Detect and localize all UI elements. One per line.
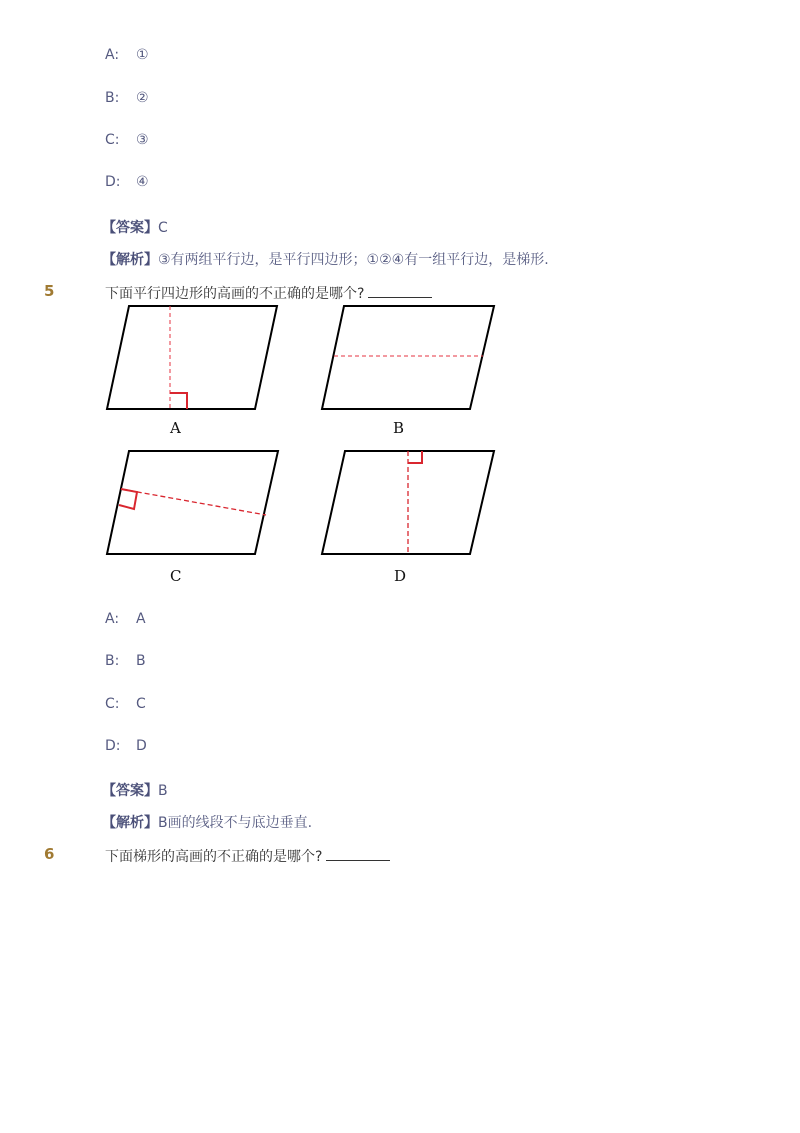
option-value: ④ bbox=[136, 174, 149, 190]
option-a bbox=[105, 47, 149, 63]
figure-label-d: D bbox=[394, 567, 407, 585]
answer-value: C bbox=[158, 220, 168, 236]
option-label: C: bbox=[105, 696, 120, 712]
question-number: 6 bbox=[44, 845, 55, 863]
figure-label-b: B bbox=[393, 419, 405, 437]
option-label: D: bbox=[105, 738, 121, 754]
explanation-text: B画的线段不与底边垂直. bbox=[158, 815, 313, 831]
option-c bbox=[105, 696, 146, 712]
option-label: A: bbox=[105, 611, 120, 627]
option-label: D: bbox=[105, 174, 121, 190]
option-value: B bbox=[136, 653, 146, 669]
option-c bbox=[105, 132, 149, 148]
answer-tag: 【答案】 bbox=[102, 220, 158, 236]
question-text bbox=[105, 846, 390, 866]
option-value: ② bbox=[136, 90, 149, 106]
explanation-text: ③有两组平行边，是平行四边形；①②④有一组平行边，是梯形. bbox=[158, 252, 549, 268]
explanation-tag: 【解析】 bbox=[102, 252, 158, 268]
parallelogram-figure bbox=[100, 302, 510, 592]
option-label: A: bbox=[105, 47, 120, 63]
answer-value: B bbox=[158, 783, 168, 799]
height-line-c bbox=[121, 489, 266, 515]
option-b bbox=[105, 90, 149, 106]
question-text bbox=[105, 283, 432, 303]
explanation-line bbox=[102, 812, 312, 832]
question-text-body: 下面平行四边形的高画的不正确的是哪个? bbox=[105, 286, 365, 302]
option-label: B: bbox=[105, 653, 120, 669]
answer-tag: 【答案】 bbox=[102, 783, 158, 799]
figure-label-c: C bbox=[170, 567, 182, 585]
option-value: ③ bbox=[136, 132, 149, 148]
right-angle-mark-c bbox=[119, 489, 137, 509]
answer-line bbox=[102, 217, 168, 237]
answer-line bbox=[102, 780, 168, 800]
question-number: 5 bbox=[44, 282, 55, 300]
answer-blank bbox=[326, 850, 390, 861]
question-text-body: 下面梯形的高画的不正确的是哪个? bbox=[105, 849, 323, 865]
option-value: A bbox=[136, 611, 146, 627]
option-value: C bbox=[136, 696, 146, 712]
option-b bbox=[105, 653, 146, 669]
option-a bbox=[105, 611, 146, 627]
right-angle-mark-d bbox=[408, 451, 422, 463]
option-label: B: bbox=[105, 90, 120, 106]
answer-blank bbox=[368, 287, 432, 298]
option-value: ① bbox=[136, 47, 149, 63]
parallelogram-a bbox=[107, 306, 277, 409]
parallelogram-c bbox=[107, 451, 278, 554]
option-d bbox=[105, 174, 149, 190]
explanation-line bbox=[102, 249, 549, 269]
option-value: D bbox=[136, 738, 147, 754]
right-angle-mark-a bbox=[170, 393, 187, 409]
option-d bbox=[105, 738, 147, 754]
option-label: C: bbox=[105, 132, 120, 148]
figure-label-a: A bbox=[170, 419, 181, 437]
explanation-tag: 【解析】 bbox=[102, 815, 158, 831]
parallelogram-b bbox=[322, 306, 494, 409]
